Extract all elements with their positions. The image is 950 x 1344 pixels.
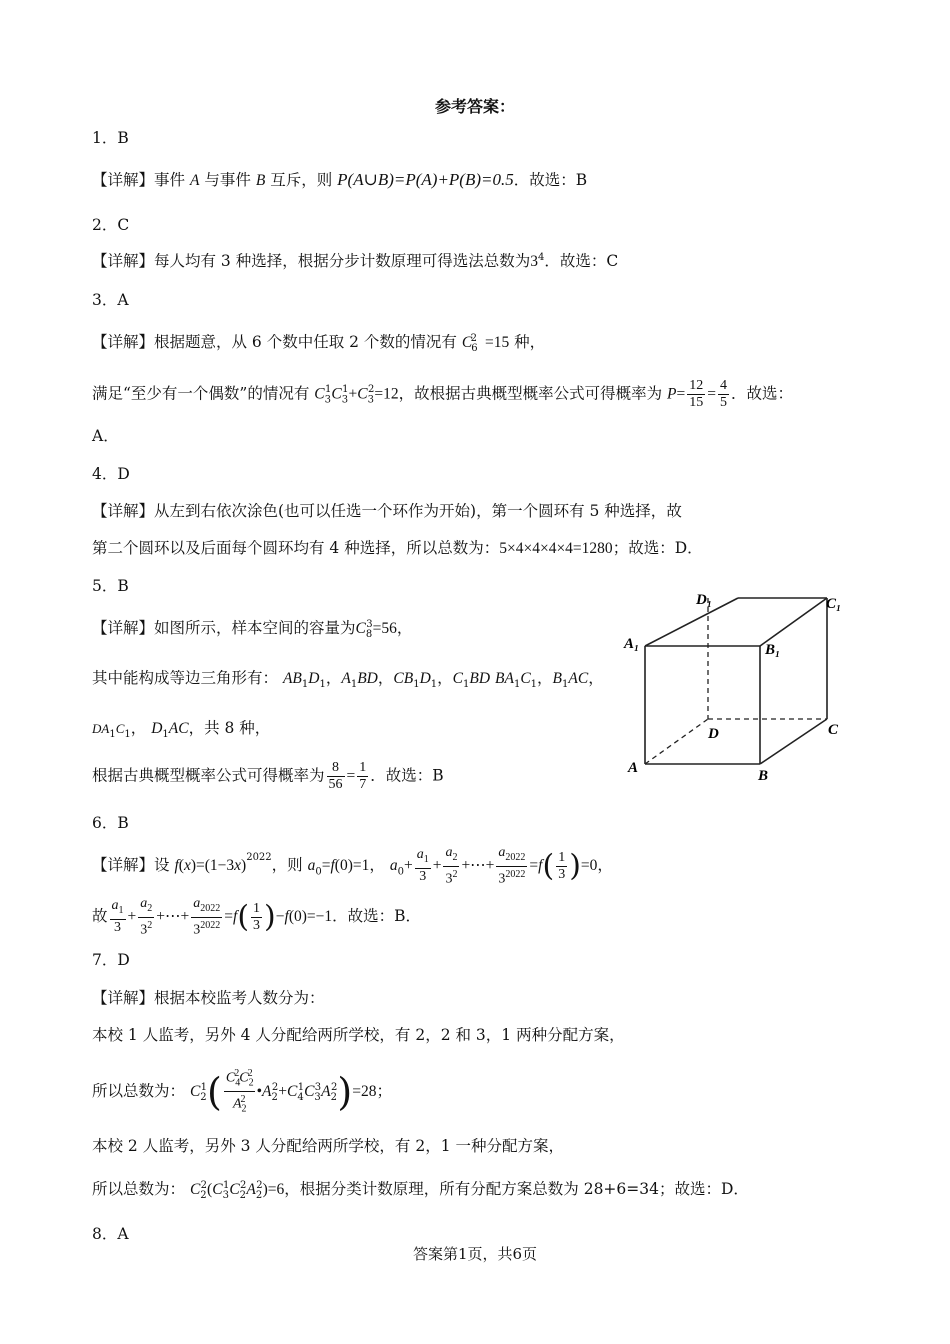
label-a1: A₁: [624, 636, 640, 652]
answer-4-number: 4．D: [92, 465, 130, 483]
answer-1-number: 1．B: [92, 129, 129, 147]
answer-3-line3: A．: [92, 427, 119, 445]
answer-5-line1: 【详解】如图所示，样本空间的容量为$C_8^3=56$，: [92, 618, 413, 641]
answer-6-number: 6．B: [92, 814, 129, 832]
answer-2-number: 2．C: [92, 216, 130, 234]
answer-7-number: 7．D: [92, 951, 130, 969]
answer-3-line1: 【详解】根据题意，从 6 个数中任取 2 个数的情况有 $C_6^2 =15$ 种，: [92, 332, 546, 355]
answer-7-line2: 本校 1 人监考，另外 4 人分配给两所学校，有 2，2 和 3，1 两种分配方案，: [92, 1026, 625, 1044]
label-c: C: [828, 722, 839, 738]
answer-7-line3: 所以总数为： $C_2^1$( $\frac{C_4^2C_2^2}{A_2^2}$ $•A_2^2+C_4^1C_3^3A_2^2)=28$；: [92, 1068, 392, 1115]
answer-6-line1: 【详解】设 $f(x)=(1-3x)^{2022}$，则 $a_0=f(0)=1$， $a_0+$ $\frac{a_1}{3}$ + $\frac{a_2}{3^2}$ +⋯+ $\frac{a_{2022}}{3^{2022}}$ =f( $\frac{1}{3}$ )=0，: [92, 845, 613, 887]
answer-7-line4: 本校 2 人监考，另外 3 人分配给两所学校，有 2，1 一种分配方案，: [92, 1137, 565, 1155]
fraction-12-15: $\frac{12}{15}$: [689, 378, 704, 410]
answer-5-line2: 其中能构成等边三角形有： $AB_1D_1$，$A_1BD$，$CB_1D_1$，$C_1BD$ $BA_1C_1$，$B_1AC$，: [92, 669, 604, 691]
label-b: B: [758, 768, 769, 783]
answer-5-line3: $DA_1C_1$， $D_1AC$，共 8 种，: [92, 719, 271, 741]
answer-2-detail: 【详解】每人均有 3 种选择，根据分步计数原理可得选法总数为$3^4$．故选：C: [92, 251, 619, 270]
answer-6-line2: 故 $\frac{a_1}{3}$ + $\frac{a_2}{3^2}$ +⋯+ $\frac{a_{2022}}{3^{2022}}$ =f( $\frac{1}{3}$ )−f(0)=−1．故选：B．: [92, 896, 422, 938]
fraction-4-5: $\frac{4}{5}$: [720, 378, 727, 410]
fraction-8-56: $\frac{8}{56}$: [328, 760, 343, 792]
answer-8-number: 8．A: [92, 1225, 129, 1243]
answer-5-line4: 根据古典概型概率公式可得概率为 $\frac{8}{56}$ = $\frac{1}{7}$ ．故选：B: [92, 760, 444, 792]
label-c1: C₁: [826, 596, 842, 612]
answer-4-line2: 第二个圆环以及后面每个圆环均有 4 种选择，所以总数为：5×4×4×4×4=1280；故选：D．: [92, 539, 703, 557]
edge-a-d-hidden: [645, 719, 708, 764]
edge-a1-d1: [645, 598, 738, 646]
edge-b-c: [760, 719, 827, 764]
answer-3-number: 3．A: [92, 291, 129, 309]
page-footer: 答案第1页，共6页: [412, 1245, 538, 1263]
answer-3-line2: 满足“至少有一个偶数”的情况有 $C_3^1C_3^1+C_3^2=12$，故根据古典概型概率公式可得概率为 P= $\frac{12}{15}$ = $\frac{4}{5}$ ．故选：: [92, 378, 794, 410]
answer-7-line1: 【详解】根据本校监考人数分为：: [92, 989, 325, 1007]
fraction-1-7: $\frac{1}{7}$: [359, 760, 367, 792]
label-d: D: [708, 726, 719, 742]
edge-b1-c1: [760, 598, 827, 646]
label-a: A: [628, 760, 639, 776]
page-title: 参考答案：: [434, 97, 515, 116]
answer-4-line1: 【详解】从左到右依次涂色(也可以任选一个环作为开始)，第一个圆环有 5 种选择，故: [92, 502, 682, 520]
answer-1-detail: 【详解】事件 A 与事件 B 互斥，则 P(A∪B)=P(A)+P(B)=0.5．故选：B: [92, 170, 588, 189]
cube-figure: [620, 588, 860, 783]
answer-7-line5: 所以总数为： $C_2^2(C_3^1C_2^2A_2^2)=6$，根据分类计数原理，所有分配方案总数为 28+6=34；故选：D．: [92, 1179, 749, 1202]
label-d1: D₁: [696, 592, 713, 608]
q1-formula: P(A∪B)=P(A)+P(B)=0.5: [337, 170, 514, 189]
answer-5-number: 5．B: [92, 577, 129, 595]
label-b1: B₁: [765, 642, 781, 658]
